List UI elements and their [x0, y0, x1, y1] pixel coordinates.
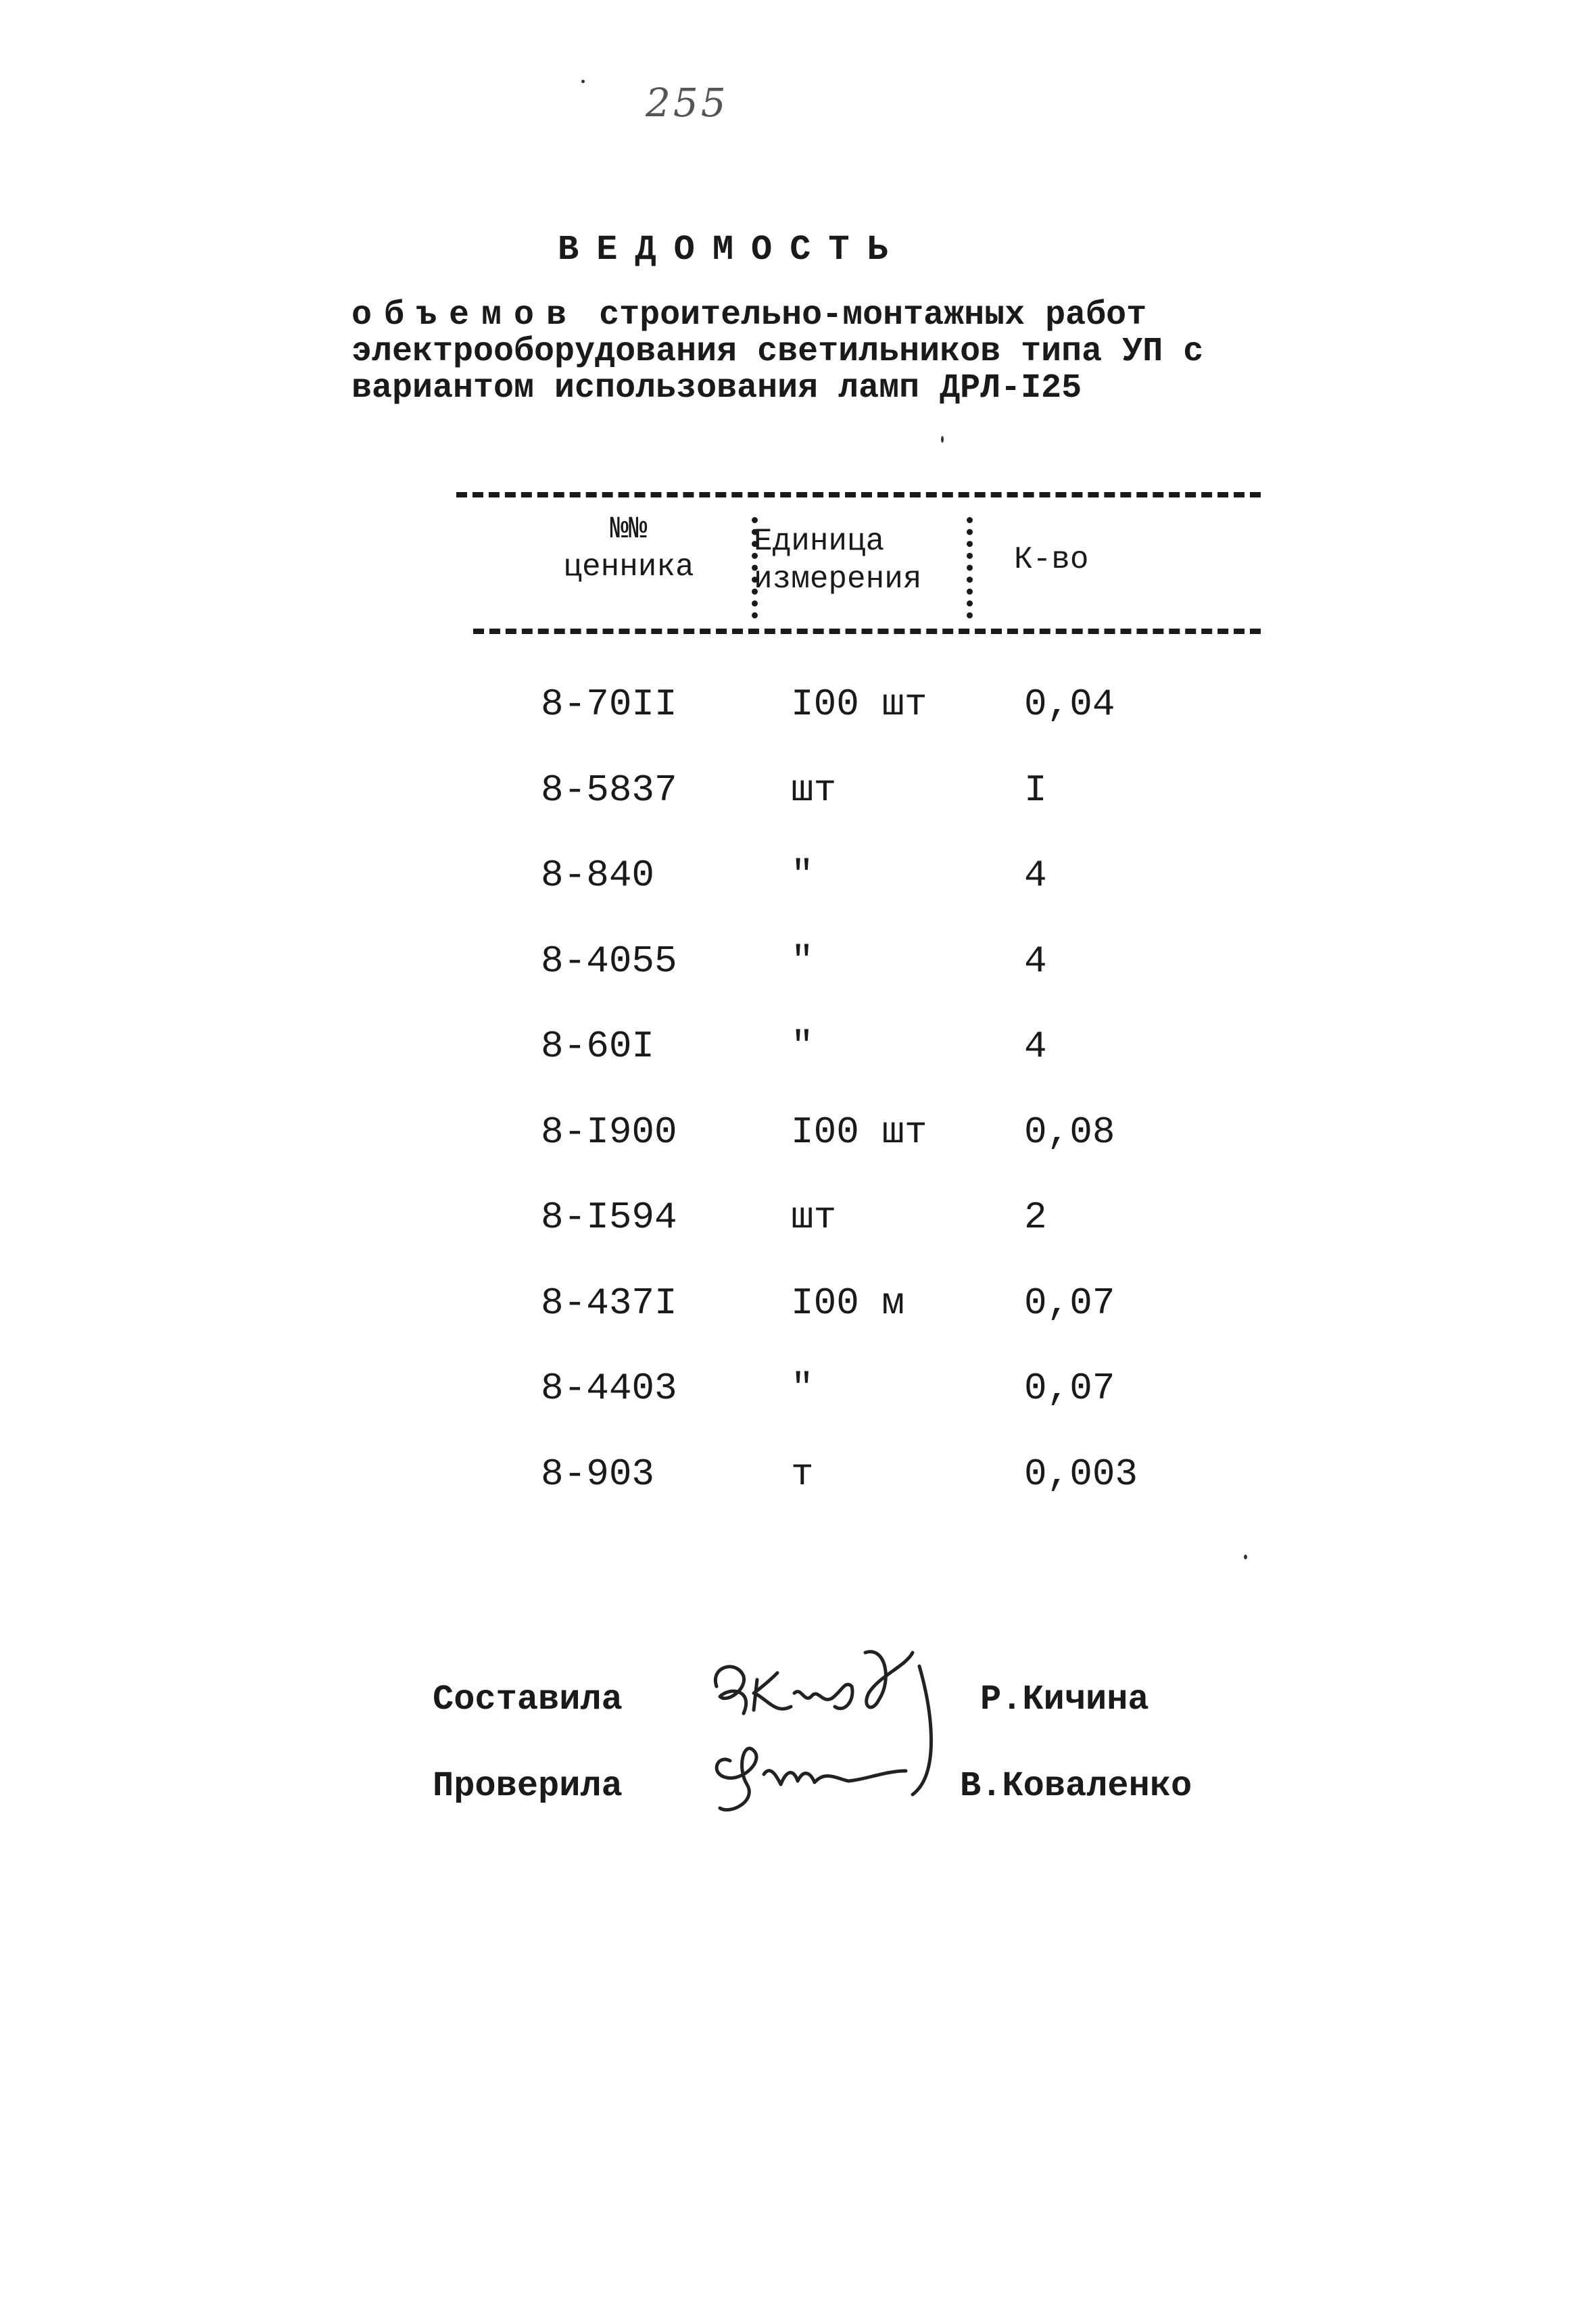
- header-number-sign: №№: [610, 512, 648, 547]
- signatures-block: [433, 1680, 1311, 1855]
- document-title: ВЕДОМОСТЬ: [558, 230, 906, 270]
- table-row: [541, 1367, 1284, 1453]
- price-code: 8-840: [541, 854, 655, 897]
- subtitle-line-3: вариантом использования ламп ДРЛ-I25: [352, 369, 1082, 408]
- quantity: 4: [1024, 1025, 1047, 1068]
- price-code: 8-I900: [541, 1110, 677, 1154]
- table-header: [541, 504, 1284, 625]
- table-row: [541, 1453, 1284, 1538]
- table-row: [541, 1025, 1284, 1111]
- quantity: 4: [1024, 939, 1047, 983]
- price-code: 8-70II: [541, 683, 677, 726]
- header-price-label: ценника: [563, 550, 694, 585]
- quantity: 0,07: [1024, 1367, 1115, 1410]
- quantity: 4: [1024, 854, 1047, 897]
- quantity: 0,08: [1024, 1110, 1115, 1154]
- table-row: [541, 1111, 1284, 1196]
- unit-of-measure: I00 шт: [791, 683, 927, 726]
- quantity: I: [1024, 768, 1047, 812]
- price-code: 8-4055: [541, 939, 677, 983]
- table-top-rule: [456, 492, 1261, 497]
- unit-of-measure: ": [791, 854, 814, 897]
- compiled-by-label: Составила: [433, 1680, 623, 1720]
- paper-speck: [1244, 1555, 1247, 1559]
- unit-of-measure: т: [791, 1452, 814, 1496]
- table-row: [541, 854, 1284, 940]
- header-price-number: [541, 510, 717, 586]
- header-quantity: К-во: [1014, 542, 1089, 577]
- quantity: 0,07: [1024, 1281, 1115, 1325]
- header-unit-line-2: измерения: [754, 562, 922, 597]
- unit-of-measure: ": [791, 1367, 814, 1410]
- compiled-by-name: Р.Кичина: [980, 1680, 1149, 1720]
- quantity: 0,04: [1024, 683, 1115, 726]
- table-row: [541, 1282, 1284, 1367]
- document-subtitle: [352, 297, 1298, 407]
- table-row: [541, 769, 1284, 854]
- table-row: [541, 1196, 1284, 1282]
- quantity: 0,003: [1024, 1452, 1138, 1496]
- table-body: [541, 683, 1284, 1538]
- unit-of-measure: ": [791, 939, 814, 983]
- subtitle-line-1: [352, 297, 1298, 334]
- subtitle-line-2: электрооборудования светильников типа УП с: [352, 333, 1204, 371]
- subtitle-lead-word: объемов: [352, 296, 579, 335]
- price-code: 8-5837: [541, 768, 677, 812]
- handwritten-signatures: [690, 1639, 973, 1855]
- quantity: 2: [1024, 1196, 1047, 1239]
- price-code: 8-903: [541, 1452, 655, 1496]
- header-unit-line-1: Единица: [754, 524, 885, 559]
- price-code: 8-60I: [541, 1025, 655, 1068]
- unit-of-measure: шт: [791, 768, 837, 812]
- checked-by-name: В.Коваленко: [960, 1766, 1192, 1806]
- paper-speck: [581, 80, 585, 83]
- unit-of-measure: I00 м: [791, 1281, 905, 1325]
- page-number: 255: [646, 80, 729, 126]
- checked-by-label: Проверила: [433, 1766, 623, 1806]
- table-row: [541, 683, 1284, 769]
- table-bottom-rule: [473, 629, 1261, 634]
- price-code: 8-437I: [541, 1281, 677, 1325]
- header-divider-dots: [967, 517, 980, 618]
- price-code: 8-4403: [541, 1367, 677, 1410]
- unit-of-measure: шт: [791, 1196, 837, 1239]
- price-code: 8-I594: [541, 1196, 677, 1239]
- table-row: [541, 940, 1284, 1025]
- subtitle-line-1-rest: строительно-монтажных работ: [599, 296, 1147, 335]
- unit-of-measure: ": [791, 1025, 814, 1068]
- paper-speck: [941, 436, 944, 443]
- header-unit: [754, 522, 957, 598]
- unit-of-measure: I00 шт: [791, 1110, 927, 1154]
